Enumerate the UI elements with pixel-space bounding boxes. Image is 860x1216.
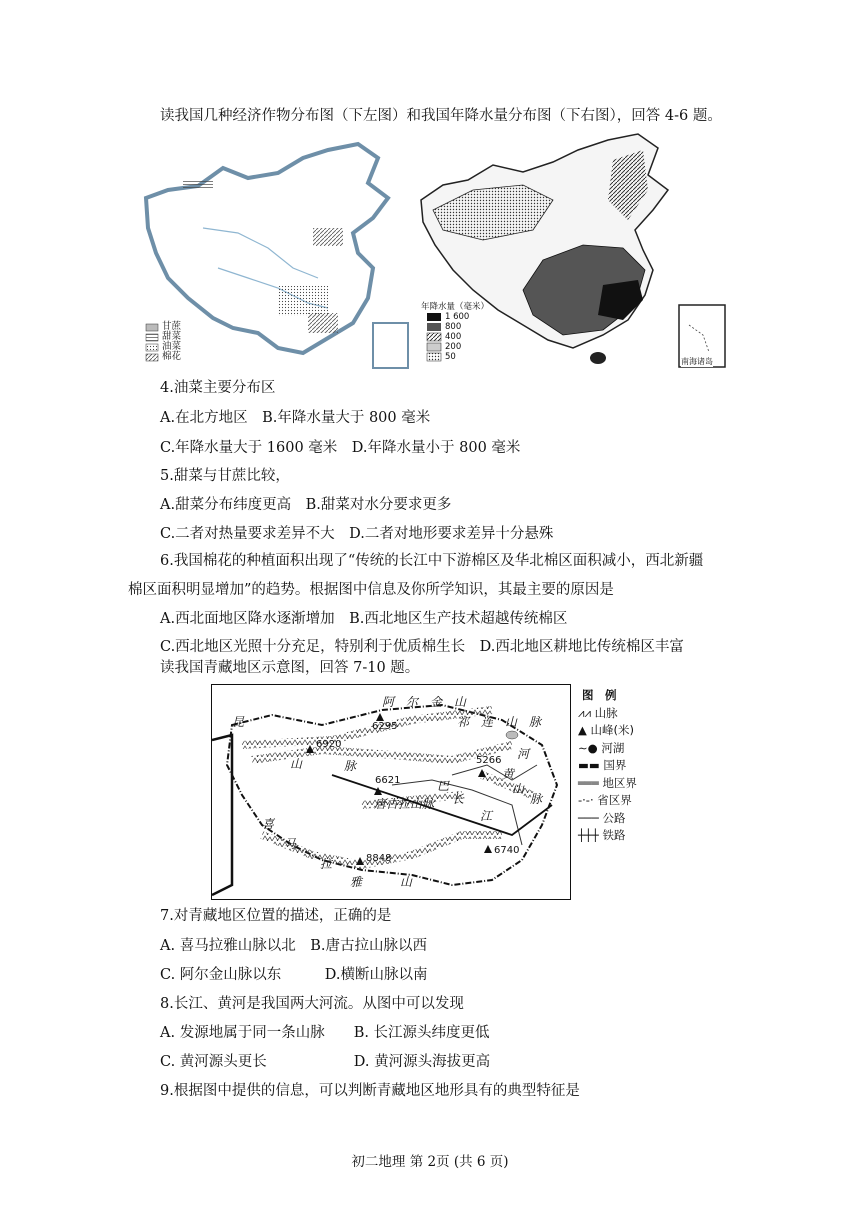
intro-text-1: 读我国几种经济作物分布图（下左图）和我国年降水量分布图（下右图），回答 4-6 题。 (160, 108, 722, 124)
q8-options-2: C. 黄河源头更长 D. 黄河源头海拔更高 (160, 1054, 491, 1070)
q4-options-2: C.年降水量大于 1600 毫米 D.年降水量小于 800 毫米 (160, 440, 521, 456)
legend-mountain: 山脉 (594, 705, 618, 720)
legend-sugarcane: 甘蔗 (162, 321, 182, 332)
legend-railway: 铁路 (602, 828, 626, 842)
legend-national-border: 国界 (603, 758, 627, 772)
label-jiang: 江 (480, 809, 493, 823)
q5-stem: 5.甜菜与甘蔗比较， (160, 468, 290, 484)
peak-6740: 6740 (494, 845, 520, 856)
legend-beet: 甜菜 (162, 331, 182, 342)
label-he: 河 (517, 747, 530, 761)
qinghai-tibet-map (211, 684, 571, 900)
south-sea-label: 南海诸岛 (681, 357, 713, 366)
q6-stem-1: 6.我国棉花的种植面积出现了“传统的长江中下游棉区及华北棉区面积减小，西北新疆 (160, 553, 704, 569)
precipitation-map (413, 130, 730, 373)
label-kunlun: 昆 (232, 715, 245, 729)
precip-value-200: 200 (445, 342, 462, 352)
label-himalaya-5: 山 (400, 875, 413, 889)
south-sea-inset-left (373, 323, 408, 368)
q5-options-2: C.二者对热量要求差异不大 D.二者对地形要求差异十分悬殊 (160, 526, 554, 542)
legend-rapeseed: 油菜 (162, 341, 182, 352)
mountain-icon: ⩘⩘ (578, 705, 595, 720)
legend-title: 图 例 (582, 688, 617, 702)
label-bayan: 巴 (437, 779, 450, 793)
q7-options-1: A. 喜马拉雅山脉以北 B.唐古拉山脉以西 (160, 938, 427, 954)
label-kunlun-3: 脉 (344, 759, 357, 773)
legend-peak: 山峰(米) (590, 723, 634, 737)
q5-options-1: A.甜菜分布纬度更高 B.甜菜对水分要求更多 (160, 497, 452, 513)
legend-province-border: 省区界 (597, 793, 632, 807)
peak-6920: 6920 (316, 739, 342, 750)
peak-8848: 8848 (366, 853, 392, 864)
cotton-region-north (313, 228, 343, 246)
legend-cotton: 棉花 (162, 351, 182, 362)
sugarcane-region (308, 313, 338, 333)
label-qilian: 祁 连 山 脉 (457, 715, 542, 729)
river-lake-icon: ∼● (578, 740, 602, 755)
label-himalaya-4: 雅 (350, 875, 363, 889)
label-himalaya-1: 喜 (262, 817, 275, 831)
precip-value-50: 50 (445, 352, 456, 362)
precip-value-1600: 1 600 (445, 312, 470, 322)
peak-icon: ▲ (578, 723, 591, 737)
precip-value-400: 400 (445, 332, 462, 342)
q6-stem-2: 棉区面积明显增加”的趋势。根据图中信息及你所学知识，其最主要的原因是 (128, 582, 614, 598)
precip-legend-title: 年降水量（毫米） (421, 302, 490, 312)
region-border-icon: ═══ (578, 775, 603, 790)
label-changjiang: 长 (452, 792, 465, 806)
label-tanggula: 唐古拉山脉 (374, 797, 435, 811)
label-arjin: 阿 尔 金 山 (382, 695, 467, 709)
peak-6621: 6621 (375, 775, 401, 786)
q8-options-1: A. 发源地属于同一条山脉 B. 长江源头纬度更低 (160, 1025, 490, 1041)
legend-region-border: 地区界 (602, 775, 637, 790)
label-himalaya-3: 拉 (320, 857, 333, 871)
railway-icon: ┼┼┼ (578, 828, 603, 842)
precip-value-800: 800 (445, 322, 462, 332)
intro-text-2: 读我国青藏地区示意图，回答 7-10 题。 (160, 660, 420, 676)
label-himalaya-2: 马 (284, 837, 297, 851)
rapeseed-region (278, 286, 328, 316)
china-outline-left (146, 144, 388, 353)
highway-icon: ─── (578, 810, 603, 825)
national-border-icon: ▬▬ (578, 758, 604, 772)
legend-river-lake: 河湖 (601, 740, 625, 755)
q6-options-1: A.西北面地区降水逐渐增加 B.西北地区生产技术超越传统棉区 (160, 611, 568, 627)
peak-6295: 6295 (372, 721, 398, 732)
q7-options-2: C. 阿尔金山脉以东 D.横断山脉以南 (160, 967, 428, 983)
legend-highway: 公路 (602, 810, 626, 825)
q7-stem: 7.对青藏地区位置的描述，正确的是 (160, 908, 392, 924)
page-footer: 初二地理 第 2页 (共 6 页) (351, 1154, 509, 1170)
q9-stem: 9.根据图中提供的信息，可以判断青藏地区地形具有的典型特征是 (160, 1083, 580, 1099)
label-anyemaqen-2: 脉 (530, 792, 543, 806)
q4-options-1: A.在北方地区 B.年降水量大于 800 毫米 (160, 410, 431, 426)
crop-distribution-map (128, 138, 413, 373)
tibet-legend (578, 687, 637, 845)
q6-options-2: C.西北地区光照十分充足，特别利于优质棉生长 D.西北地区耕地比传统棉区丰富 (160, 639, 684, 655)
label-kunlun-2: 山 (290, 757, 303, 771)
label-anyemaqen: 山 (512, 782, 525, 796)
peak-5266: 5266 (476, 755, 502, 766)
label-huang: 黄 (502, 767, 515, 781)
province-border-icon: -·-· (578, 793, 598, 807)
beet-region (183, 180, 213, 190)
q4-stem: 4.油菜主要分布区 (160, 380, 276, 396)
q8-stem: 8.长江、黄河是我国两大河流。从图中可以发现 (160, 996, 464, 1012)
